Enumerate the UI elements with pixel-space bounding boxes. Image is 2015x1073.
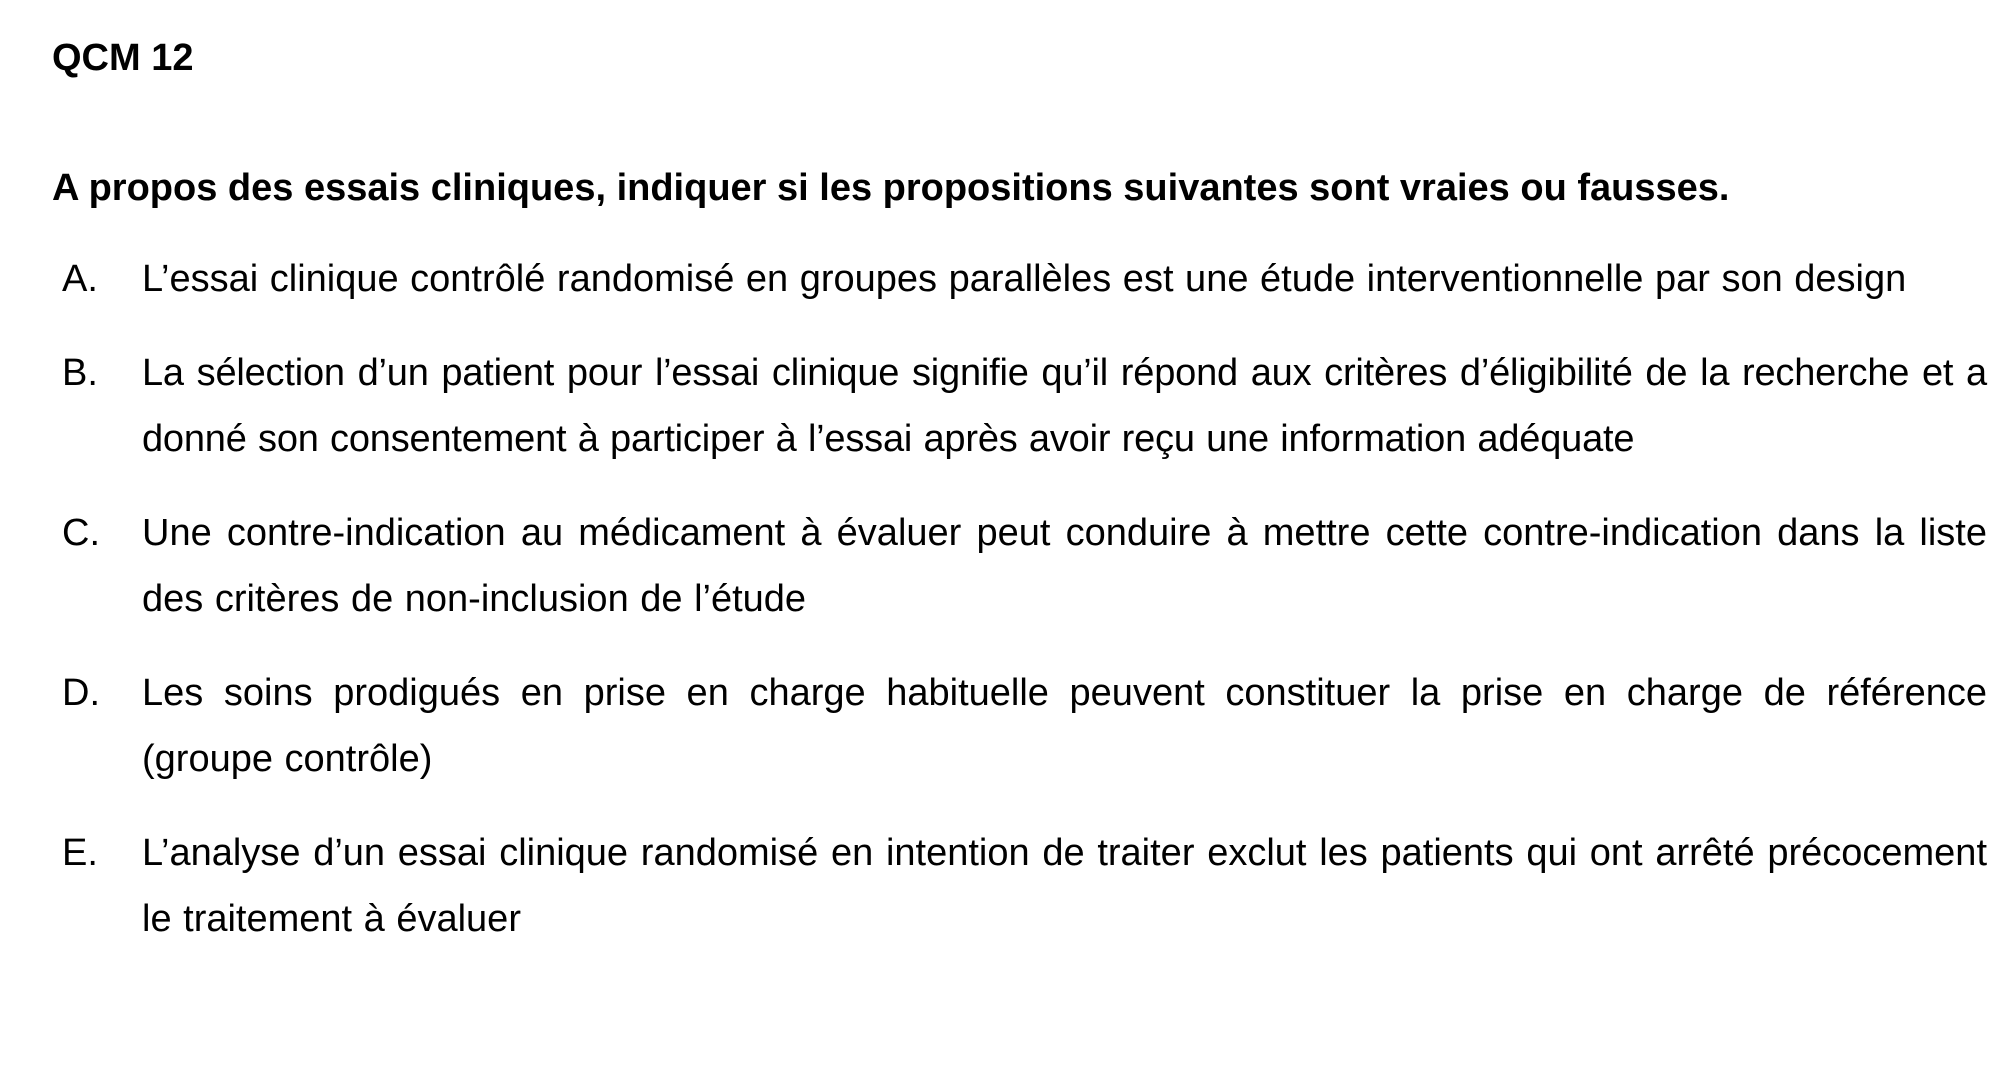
option-e <box>0 820 2015 952</box>
qcm-title: QCM 12 <box>52 37 194 79</box>
option-text: L’analyse d’un essai clinique randomisé en intention de traiter exclut les patients qui ont arrêté précocement le traitement à évaluer <box>142 832 1987 940</box>
option-letter: A. <box>62 258 98 300</box>
option-letter: C. <box>62 512 100 554</box>
option-letter: B. <box>62 352 98 394</box>
option-text: L’essai clinique contrôlé randomisé en groupes parallèles est une étude interventionnelle par son design <box>142 258 1907 300</box>
option-text: Les soins prodigués en prise en charge habituelle peuvent constituer la prise en charge de référence (groupe contrôle) <box>142 672 1987 780</box>
option-letter: D. <box>62 672 100 714</box>
option-text: La sélection d’un patient pour l’essai clinique signifie qu’il répond aux critères d’éligibilité de la recherche et a donné son consentement à participer à l’essai après avoir reçu une information adéquate <box>142 352 1987 460</box>
option-a <box>0 246 2015 312</box>
question-stem: A propos des essais cliniques, indiquer si les propositions suivantes sont vraies ou fausses. <box>52 167 1730 209</box>
option-d <box>0 660 2015 792</box>
option-text: Une contre-indication au médicament à évaluer peut conduire à mettre cette contre-indication dans la liste des critères de non-inclusion de l’étude <box>142 512 1987 620</box>
answer-options <box>0 246 2015 980</box>
option-c <box>0 500 2015 632</box>
option-b <box>0 340 2015 472</box>
option-letter: E. <box>62 832 98 874</box>
